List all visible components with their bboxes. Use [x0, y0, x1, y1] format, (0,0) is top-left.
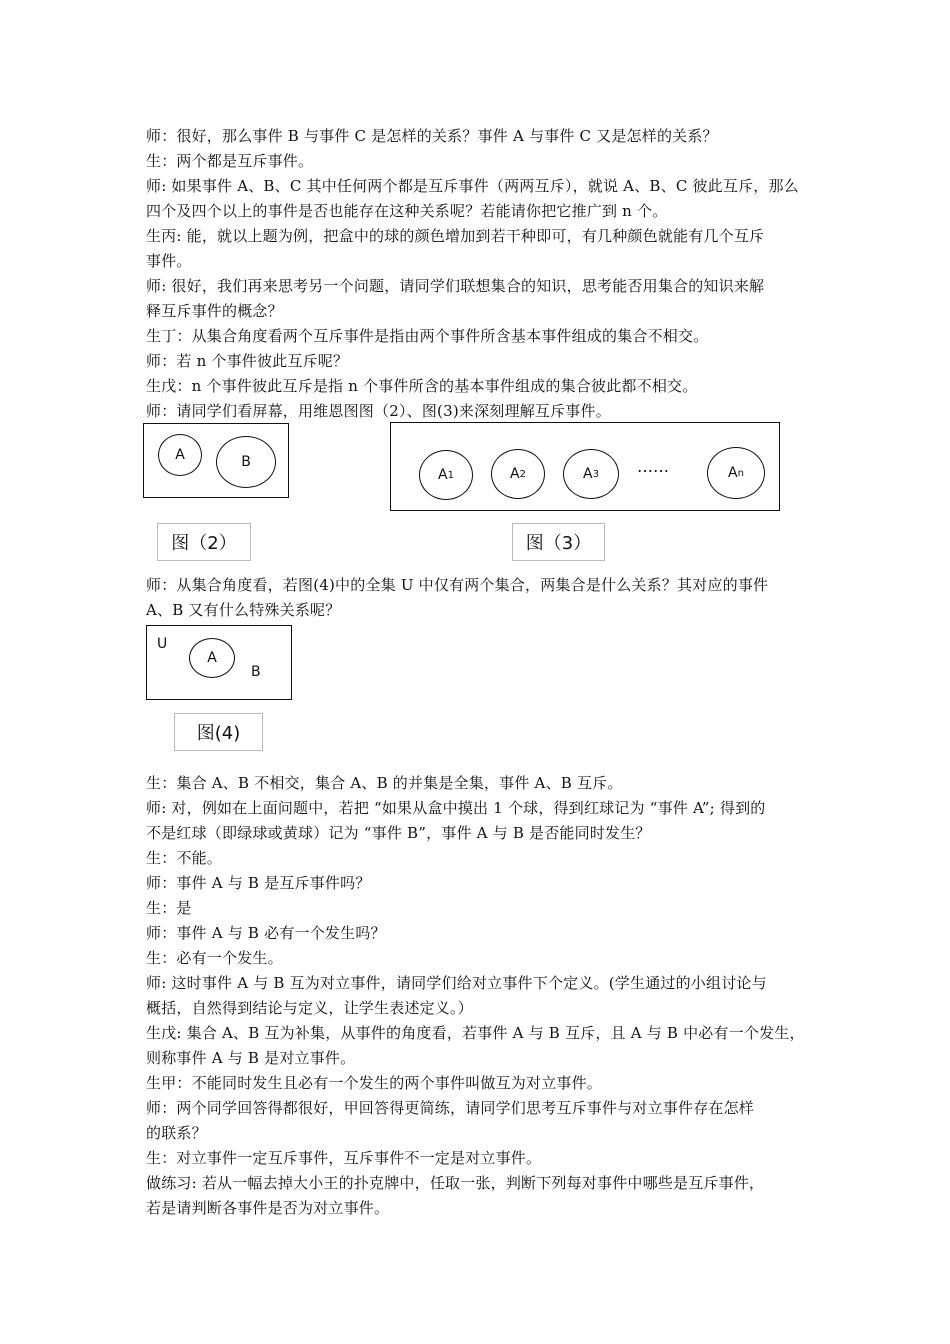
text-line: 若是请判断各事件是否为对立事件。	[146, 1199, 390, 1217]
text-line: 师：事件 A 与 B 必有一个发生吗？	[146, 924, 386, 942]
text-line: 师: 这时事件 A 与 B 互为对立事件，请同学们给对立事件下个定义。(学生通过的小组讨论与	[146, 974, 767, 992]
text-line: 生甲：不能同时发生且必有一个发生的两个事件叫做互为对立事件。	[146, 1074, 603, 1092]
text-line: 的联系？	[146, 1124, 207, 1142]
text-line: 生：是	[146, 899, 192, 917]
venn-figure-4	[146, 625, 292, 700]
text-line: 不是红球（即绿球或黄球）记为 “事件 B”，事件 A 与 B 是否能同时发生？	[146, 824, 651, 842]
set-a1-subscript: 1	[447, 469, 454, 481]
set-a3-subscript: 3	[592, 468, 599, 480]
set-a1-label: A	[438, 467, 448, 483]
figure-2-caption: 图（2）	[157, 523, 251, 561]
text-line: 四个及四个以上的事件是否也能存在这种关系呢？若能请你把它推广到 n 个。	[146, 202, 668, 220]
text-line: 师：两个同学回答得都很好，甲回答得更简练，请同学们思考互斥事件与对立事件存在怎样	[146, 1099, 755, 1117]
text-line: 师: 很好，我们再来思考另一个问题，请同学们联想集合的知识，思考能否用集合的知识来解	[146, 277, 765, 295]
text-line: 师：很好，那么事件 B 与事件 C 是怎样的关系？事件 A 与事件 C 又是怎样的关系？	[146, 127, 718, 145]
text-line: 师: 如果事件 A、B、C 其中任何两个都是互斥事件（两两互斥），就说 A、B、C 彼此互斥，那么	[146, 177, 799, 195]
text-line: 做练习: 若从一幅去掉大小王的扑克牌中，任取一张，判断下列每对事件中哪些是互斥事件，	[146, 1174, 765, 1192]
text-line: 师：若 n 个事件彼此互斥呢？	[146, 352, 349, 370]
set-a1-circle	[419, 450, 473, 500]
text-line: 事件。	[146, 252, 192, 270]
set-a-label: A	[175, 447, 185, 463]
set-b-label: B	[251, 664, 261, 680]
set-a-circle	[158, 434, 202, 476]
text-line: 生戊：n 个事件彼此互斥是指 n 个事件所含的基本事件组成的集合彼此都不相交。	[146, 377, 698, 395]
set-a2-subscript: 2	[519, 468, 526, 480]
set-an-subscript: n	[737, 467, 744, 479]
text-line: 生：两个都是互斥事件。	[146, 152, 314, 170]
text-line: 释互斥事件的概念？	[146, 302, 283, 320]
text-line: 则称事件 A 与 B 是对立事件。	[146, 1049, 356, 1067]
text-line: 师: 对，例如在上面问题中，若把 “如果从盒中摸出 1 个球，得到红球记为 “事件 A”; 得到的	[146, 799, 766, 817]
set-an-circle	[707, 447, 765, 499]
set-a2-circle	[491, 449, 545, 499]
text-line: A、B 又有什么特殊关系呢？	[146, 601, 341, 619]
set-b-circle	[216, 436, 276, 488]
text-line: 生戊: 集合 A、B 互为补集，从事件的角度看，若事件 A 与 B 互斥，且 A 与 B 中必有一个发生，	[146, 1024, 805, 1042]
figure-3-caption: 图（3）	[512, 523, 605, 561]
text-line: 概括，自然得到结论与定义，让学生表述定义。）	[146, 999, 473, 1017]
text-line: 生：对立事件一定互斥事件，互斥事件不一定是对立事件。	[146, 1149, 542, 1167]
set-a2-label: A	[510, 466, 520, 482]
ellipsis-dots: ……	[637, 457, 669, 476]
set-a-label: A	[207, 650, 217, 666]
text-line: 生：不能。	[146, 849, 223, 867]
venn-figure-3	[390, 422, 780, 511]
venn-figure-2	[143, 423, 289, 498]
universal-set-label: U	[157, 636, 168, 652]
text-line: 师：事件 A 与 B 是互斥事件吗？	[146, 874, 371, 892]
text-line: 师：从集合角度看，若图(4)中的全集 U 中仅有两个集合，两集合是什么关系？其对应的事件	[146, 576, 769, 594]
set-a3-label: A	[583, 466, 593, 482]
text-line: 生：集合 A、B 不相交，集合 A、B 的并集是全集，事件 A、B 互斥。	[146, 774, 623, 792]
text-line: 师：请同学们看屏幕，用维恩图图（2）、图(3)来深刻理解互斥事件。	[146, 402, 611, 420]
figure-4-caption: 图(4)	[174, 713, 263, 751]
set-a-circle	[189, 638, 235, 678]
set-an-label: A	[728, 465, 738, 481]
set-a3-circle	[563, 449, 619, 499]
text-line: 生丁：从集合角度看两个互斥事件是指由两个事件所含基本事件组成的集合不相交。	[146, 327, 709, 345]
text-line: 生：必有一个发生。	[146, 949, 283, 967]
text-line: 生丙: 能，就以上题为例，把盒中的球的颜色增加到若干种即可，有几种颜色就能有几个互斥	[146, 227, 765, 245]
set-b-label: B	[241, 454, 251, 470]
